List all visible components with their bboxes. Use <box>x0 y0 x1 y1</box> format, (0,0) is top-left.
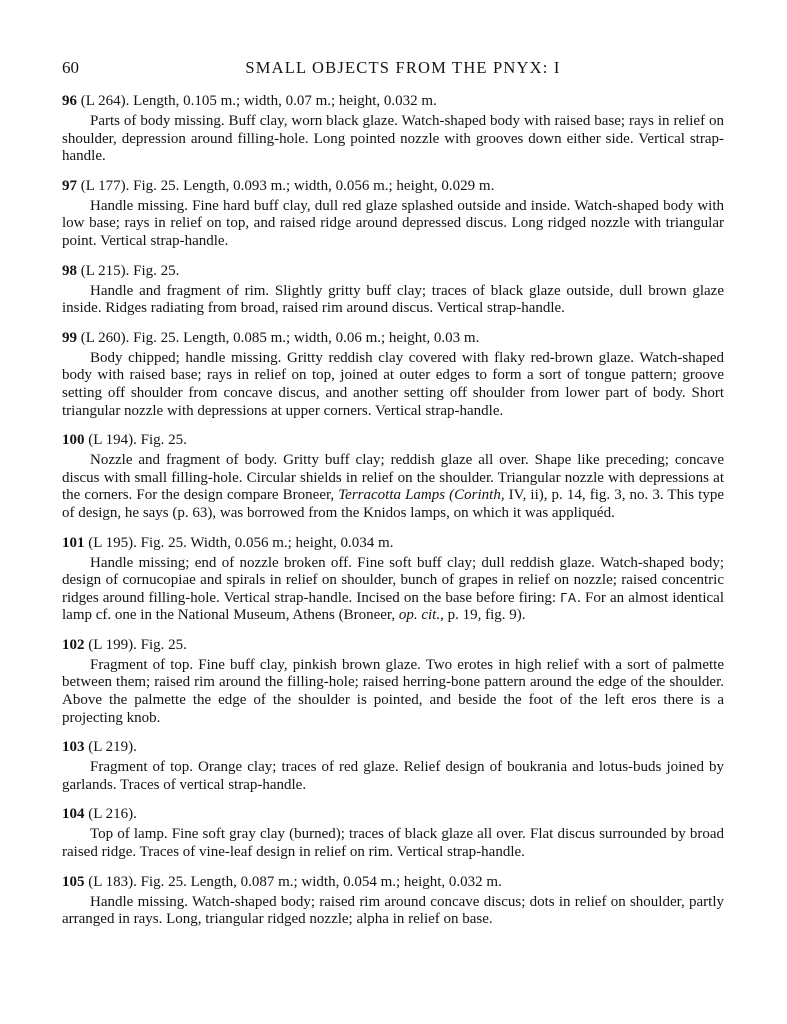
catalog-entry-100 <box>62 431 724 522</box>
entry-heading-text: (L 195). Fig. 25. Width, 0.056 m.; height, 0.034 m. <box>84 534 394 551</box>
catalog-entry-104 <box>62 805 724 861</box>
entry-description <box>62 555 724 625</box>
entry-number: 100 <box>62 432 85 449</box>
entry-heading <box>62 177 724 196</box>
entry-number: 103 <box>62 739 85 756</box>
entry-heading <box>62 92 724 111</box>
page <box>62 58 724 940</box>
entry-heading <box>62 431 724 450</box>
entry-description: Fragment of top. Fine buff clay, pinkish brown glaze. Two erotes in high relief with a sort of palmette between them; raised rim around the filling-hole; raised herring-bone pattern around the edge of the shoulder. Above the palmette the edge of the shoulder is pointed, and beside the foot of the left eros there is a projecting knob. <box>62 656 724 726</box>
running-title: SMALL OBJECTS FROM THE PNYX: I <box>245 58 561 77</box>
entry-description <box>62 452 724 522</box>
catalog-entry-98 <box>62 262 724 318</box>
entry-description: Parts of body missing. Buff clay, worn black glaze. Watch-shaped body with raised base; rays in relief on shoulder, depression around filling-hole. Long pointed nozzle with grooves down either side. Vertical strap-handle. <box>62 113 724 165</box>
entry-number: 96 <box>62 93 77 109</box>
entry-number: 101 <box>62 534 85 551</box>
entry-description-text: Nozzle and fragment of body. Gritty buff clay; reddish glaze all over. Shape like preceding; concave discus with small filling-hole. Circular shields in relief on the shoulder. Triangular nozzle with depressions at the corners. For the design compare Broneer, <box>62 452 724 504</box>
catalog-entry-105 <box>62 873 724 929</box>
catalog-entry-99 <box>62 329 724 420</box>
entry-heading-text: (L 215). Fig. 25. <box>77 262 180 279</box>
entry-description: Handle and fragment of rim. Slightly gritty buff clay; traces of black glaze outside, dull brown glaze inside. Ridges radiating from broad, raised rim around discus. Vertical strap-handle. <box>62 282 724 317</box>
entry-description: Body chipped; handle missing. Gritty reddish clay covered with flaky red-brown glaze. Watch-shaped body with raised base; rays in relief on top, joined at outer edges to form a sort of tongue pattern; groove setting off shoulder from concave discus, and another setting off shoulder from lower part of body. Short triangular nozzle with depressions at upper corners. Vertical strap-handle. <box>62 349 724 419</box>
entry-heading <box>62 805 724 824</box>
citation-abbreviation: op. cit. <box>398 607 441 624</box>
catalog-entry-103 <box>62 738 724 794</box>
entry-heading-text: (L 177). Fig. 25. Length, 0.093 m.; width, 0.056 m.; height, 0.029 m. <box>77 177 495 194</box>
catalog-entry-96 <box>62 92 724 166</box>
entry-number: 104 <box>62 806 85 823</box>
entry-number: 97 <box>62 177 77 194</box>
entry-number: 98 <box>62 262 77 279</box>
entry-number: 99 <box>62 329 77 346</box>
entry-heading-text: (L 199). Fig. 25. <box>84 636 187 653</box>
entry-heading-text: (L 194). Fig. 25. <box>84 432 187 449</box>
page-number: 60 <box>62 58 79 77</box>
entry-heading <box>62 329 724 348</box>
entry-heading <box>62 534 724 553</box>
entry-description: Top of lamp. Fine soft gray clay (burned); traces of black glaze all over. Flat discus surrounded by broad raised ridge. Traces of vine-leaf design in relief on rim. Vertical strap-handle. <box>62 826 724 861</box>
citation-title: Terracotta Lamps (Corinth, <box>338 487 505 504</box>
entry-heading-text: (L 219). <box>84 739 137 756</box>
entry-number: 102 <box>62 636 85 653</box>
catalog-entry-101 <box>62 534 724 625</box>
entry-heading-text: (L 183). Fig. 25. Length, 0.087 m.; width, 0.054 m.; height, 0.032 m. <box>84 873 502 890</box>
greek-inscription: ΓΑ <box>560 590 578 605</box>
entry-heading-text: (L 260). Fig. 25. Length, 0.085 m.; width, 0.06 m.; height, 0.03 m. <box>77 329 480 346</box>
entry-heading-text: (L 216). <box>84 806 137 823</box>
entry-heading <box>62 636 724 655</box>
catalog-entry-97 <box>62 177 724 251</box>
entry-number: 105 <box>62 873 85 890</box>
entry-description-text: IV, ii), p. 14, fig. 3, no. 3. This type of design, he says (p. 63), was borrowed from the Knidos lamps, on which it was appliquéd. <box>62 487 724 521</box>
entry-heading <box>62 738 724 757</box>
catalog-entry-102 <box>62 636 724 727</box>
entry-heading <box>62 262 724 281</box>
entry-heading <box>62 873 724 892</box>
page-header <box>62 58 724 82</box>
entry-description-text: , p. 19, fig. 9). <box>440 607 526 624</box>
entry-description: Fragment of top. Orange clay; traces of red glaze. Relief design of boukrania and lotus-buds joined by garlands. Traces of vertical strap-handle. <box>62 759 724 793</box>
entry-heading-text: (L 264). Length, 0.105 m.; width, 0.07 m.; height, 0.032 m. <box>77 93 437 109</box>
entry-description: Handle missing. Watch-shaped body; raised rim around concave discus; dots in relief on shoulder, partly arranged in rays. Long, triangular ridged nozzle; alpha in relief on base. <box>62 893 724 928</box>
entry-description-text: . For an almost identical lamp cf. one in the National Museum, Athens (Broneer, <box>62 589 724 624</box>
entry-description: Handle missing. Fine hard buff clay, dull red glaze splashed outside and inside. Watch-shaped body with low base; rays in relief on top, and raised ridge around depressed discus. Long ridged nozzle with triangular point. Vertical strap-handle. <box>62 197 724 249</box>
entry-description-text: Handle missing; end of nozzle broken off. Fine soft buff clay; dull reddish glaze. Watch-shaped body; design of cornucopiae and spirals in relief on shoulder, bunch of grapes in relief on nozzle; raised concentric ridges around filling-hole. Vertical strap-handle. Incised on the base before firing: <box>62 554 724 606</box>
